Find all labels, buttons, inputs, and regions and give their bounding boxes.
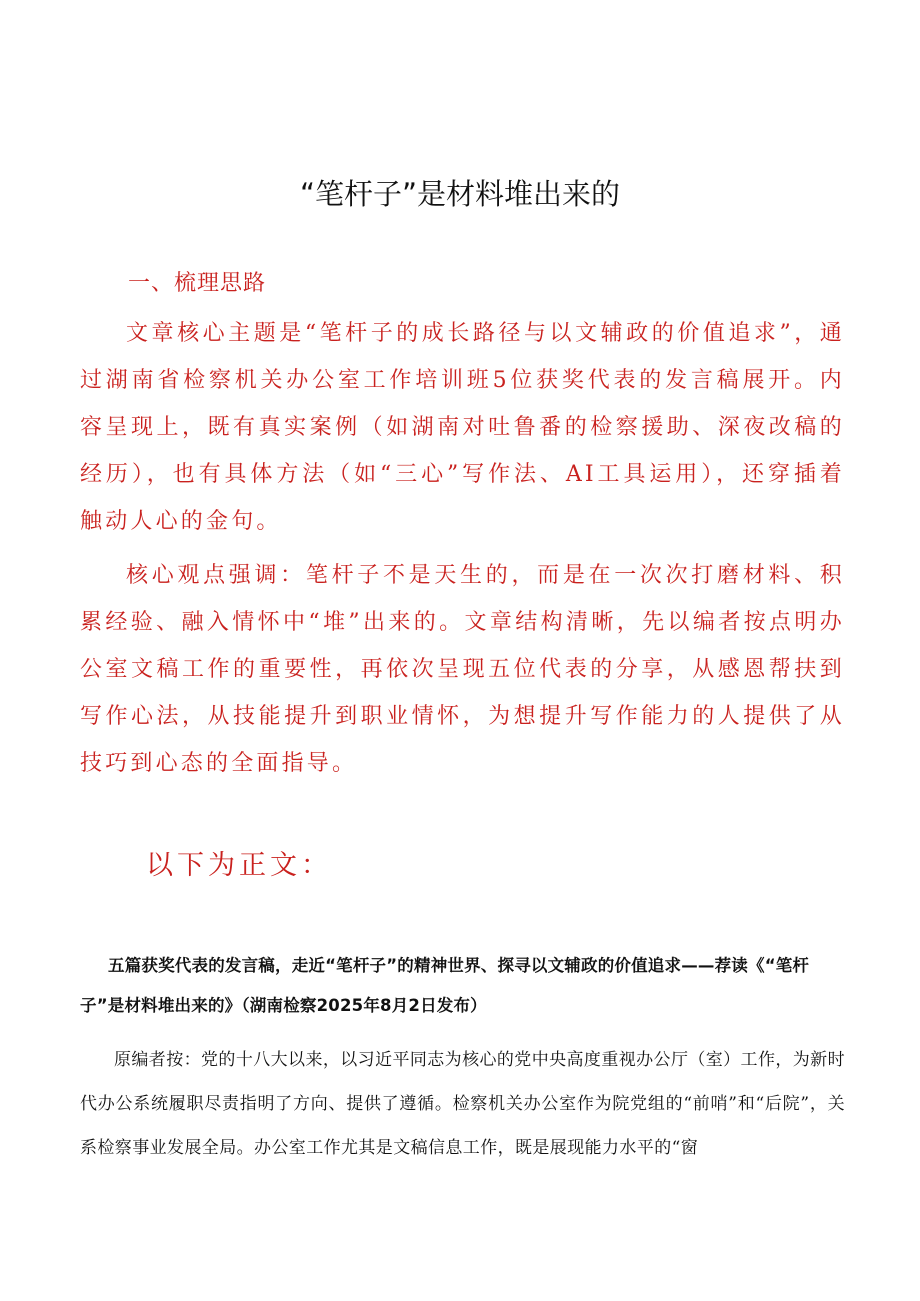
document-title: “笔杆子”是材料堆出来的 [299, 177, 621, 211]
summary-paragraph-2: 核心观点强调：笔杆子不是天生的，而是在一次次打磨材料、积累经验、融入情怀中“堆”出来的。文章结构清晰，先以编者按点明办公室文稿工作的重要性，再依次呈现五位代表的分享，从感恩帮扶到写作心法，从技能提升到职业情怀，为想提升写作能力的人提供了从技巧到心态的全面指导。 [80, 563, 845, 776]
article-body-paragraph: 原编者按：党的十八大以来，以习近平同志为核心的党中央高度重视办公厅（室）工作，为新时代办公系统履职尽责指明了方向、提供了遵循。检察机关办公室作为院党组的“前哨”和“后院”，关系检察事业发展全局。办公室工作尤其是文稿信息工作，既是展现能力水平的“窗 [80, 1050, 845, 1158]
main-text-label: 以下为正文： [146, 850, 332, 881]
article-subheading: 五篇获奖代表的发言稿，走近“笔杆子”的精神世界、探寻以文辅政的价值追求——荐读《“笔杆子”是材料堆出来的》（湖南检察2025年8月2日发布） [80, 956, 810, 1015]
section-heading: 一、梳理思路 [128, 271, 267, 296]
summary-paragraph-1: 文章核心主题是“笔杆子的成长路径与以文辅政的价值追求”，通过湖南省检察机关办公室工作培训班5位获奖代表的发言稿展开。内容呈现上，既有真实案例（如湖南对吐鲁番的检察援助、深夜改稿的经历），也有具体方法（如“三心”写作法、AI工具运用），还穿插着触动人心的金句。 [80, 321, 845, 534]
